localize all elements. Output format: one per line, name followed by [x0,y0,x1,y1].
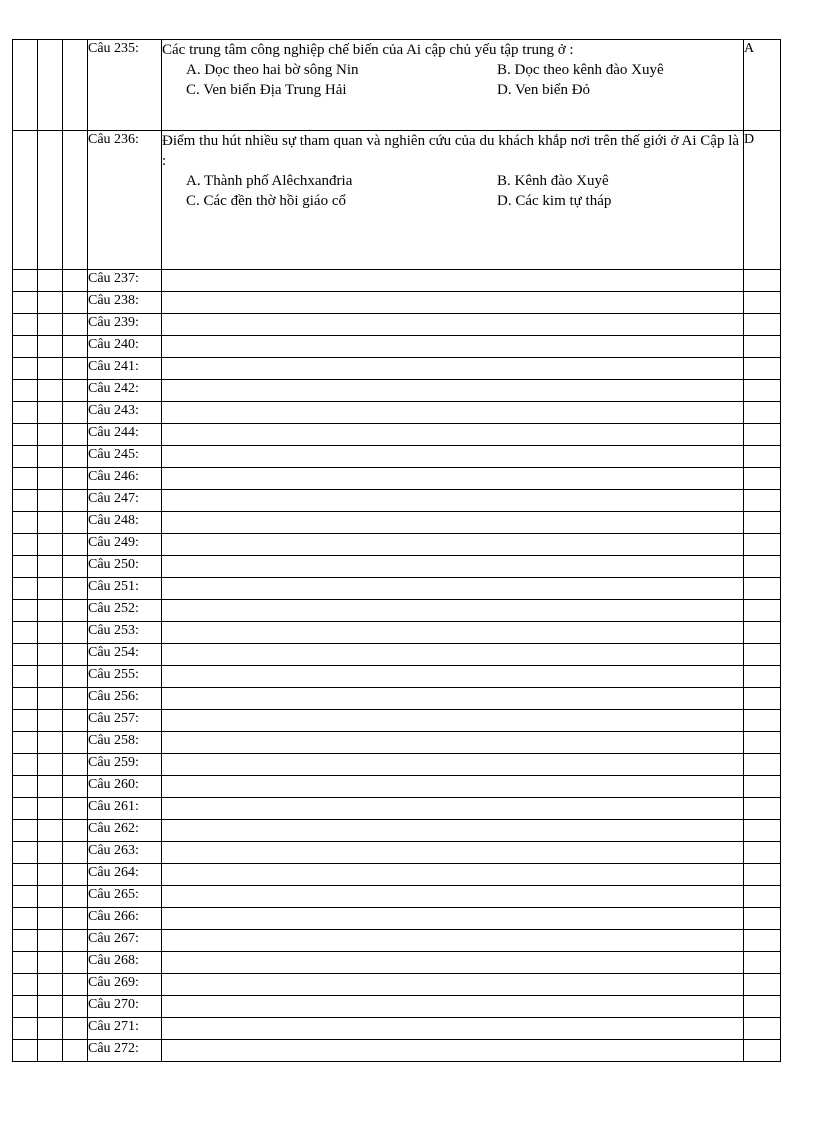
blank-cell [38,908,63,930]
question-number: Câu 250: [88,556,162,578]
answer-cell [744,534,781,556]
question-number: Câu 248: [88,512,162,534]
blank-cell [13,666,38,688]
answer-cell [744,1018,781,1040]
question-text: Điểm thu hút nhiều sự tham quan và nghiên cứu của du khách khắp nơi trên thế giới ở Ai Cập là : [162,133,740,169]
blank-cell [63,754,88,776]
question-number: Câu 264: [88,864,162,886]
answer-cell [744,446,781,468]
question-content [162,710,744,732]
blank-cell [63,622,88,644]
table-row [13,974,781,996]
table-row [13,534,781,556]
answer-cell [744,468,781,490]
blank-cell [63,732,88,754]
table-row [13,512,781,534]
table-row [13,996,781,1018]
answer-cell [744,842,781,864]
blank-cell [63,1018,88,1040]
answer-cell [744,424,781,446]
answer-cell [744,710,781,732]
blank-cell [38,952,63,974]
table-row [13,402,781,424]
question-content [162,314,744,336]
blank-cell [38,996,63,1018]
question-number: Câu 258: [88,732,162,754]
blank-cell [63,996,88,1018]
table-row [13,314,781,336]
answer-cell [744,556,781,578]
question-number: Câu 255: [88,666,162,688]
question-number: Câu 268: [88,952,162,974]
option-b: B. Dọc theo kênh đào Xuyê [497,62,664,78]
table-row [13,446,781,468]
question-number: Câu 259: [88,754,162,776]
answer-cell [744,578,781,600]
question-table [12,39,781,1062]
blank-cell [63,424,88,446]
question-number: Câu 239: [88,314,162,336]
blank-cell [63,270,88,292]
blank-cell [63,820,88,842]
blank-cell [63,908,88,930]
table-row [13,908,781,930]
table-row [13,644,781,666]
answer-cell [744,754,781,776]
question-content [162,864,744,886]
question-number: Câu 245: [88,446,162,468]
question-number: Câu 244: [88,424,162,446]
question-content [162,732,744,754]
answer-cell [744,358,781,380]
answer-cell [744,622,781,644]
question-number: Câu 247: [88,490,162,512]
answer-cell [744,314,781,336]
blank-cell [63,930,88,952]
question-content [162,644,744,666]
blank-cell [63,842,88,864]
question-number: Câu 253: [88,622,162,644]
question-number: Câu 269: [88,974,162,996]
blank-cell [63,644,88,666]
table-row [13,600,781,622]
blank-cell [63,952,88,974]
blank-cell [13,468,38,490]
blank-cell [38,336,63,358]
question-number: Câu 265: [88,886,162,908]
question-number: Câu 267: [88,930,162,952]
answer-cell [744,996,781,1018]
table-row [13,754,781,776]
question-content [162,886,744,908]
table-row [13,666,781,688]
blank-cell [13,534,38,556]
blank-cell [38,446,63,468]
question-content [162,270,744,292]
answer-cell [744,600,781,622]
blank-cell [13,952,38,974]
question-content [162,534,744,556]
question-number: Câu 266: [88,908,162,930]
question-number: Câu 257: [88,710,162,732]
blank-cell [63,666,88,688]
question-content [162,974,744,996]
question-content [162,666,744,688]
question-content [162,556,744,578]
blank-cell [63,600,88,622]
option-c: C. Ven biển Địa Trung Hải [186,82,347,98]
blank-cell [13,490,38,512]
blank-cell [13,358,38,380]
table-row [13,292,781,314]
blank-cell [63,446,88,468]
answer-cell [744,952,781,974]
options [162,171,743,211]
blank-cell [38,842,63,864]
table-row [13,842,781,864]
blank-cell [13,578,38,600]
blank-cell [38,270,63,292]
answer-cell: A [744,40,781,131]
blank-cell [13,930,38,952]
blank-cell [63,512,88,534]
option-a: A. Dọc theo hai bờ sông Nin [186,62,359,78]
question-content [162,908,744,930]
blank-cell [63,578,88,600]
option-d: D. Ven biển Đỏ [497,82,591,98]
question-number: Câu 236: [88,131,162,270]
blank-cell [13,754,38,776]
table-row [13,424,781,446]
blank-cell [38,402,63,424]
answer-cell [744,688,781,710]
question-content [162,402,744,424]
blank-cell [63,556,88,578]
blank-cell [38,820,63,842]
blank-cell [13,820,38,842]
question-number: Câu 260: [88,776,162,798]
table-row [13,732,781,754]
blank-cell [38,886,63,908]
answer-cell [744,974,781,996]
answer-cell [744,1040,781,1062]
question-number: Câu 270: [88,996,162,1018]
answer-cell [744,798,781,820]
question-text: Các trung tâm công nghiệp chế biến của Ai cập chủ yếu tập trung ở : [162,42,574,58]
blank-cell [38,798,63,820]
table-row [13,930,781,952]
blank-cell [63,1040,88,1062]
answer-cell [744,644,781,666]
blank-cell [38,754,63,776]
blank-cell [38,490,63,512]
blank-cell [13,798,38,820]
question-number: Câu 262: [88,820,162,842]
table-row [13,688,781,710]
question-content [162,512,744,534]
question-number: Câu 242: [88,380,162,402]
blank-cell [63,336,88,358]
question-content [162,292,744,314]
blank-cell [13,314,38,336]
blank-cell [13,908,38,930]
blank-cell [13,864,38,886]
question-content [162,1040,744,1062]
blank-cell [63,886,88,908]
blank-cell [13,336,38,358]
blank-cell [38,710,63,732]
table-row [13,380,781,402]
blank-cell [13,974,38,996]
blank-cell [38,622,63,644]
question-content [162,688,744,710]
blank-cell [13,996,38,1018]
table-row [13,1040,781,1062]
blank-cell [38,512,63,534]
blank-cell [38,864,63,886]
blank-cell [63,468,88,490]
table-row [13,468,781,490]
table-row [13,820,781,842]
table-row [13,776,781,798]
blank-cell [13,270,38,292]
blank-cell [63,710,88,732]
blank-cell [38,556,63,578]
answer-cell [744,886,781,908]
answer-cell [744,908,781,930]
blank-cell [63,402,88,424]
blank-cell [63,776,88,798]
table-row [13,952,781,974]
answer-cell [744,666,781,688]
blank-cell [38,1040,63,1062]
blank-cell [13,1040,38,1062]
question-number: Câu 251: [88,578,162,600]
question-number: Câu 241: [88,358,162,380]
blank-cell [63,490,88,512]
answer-cell [744,820,781,842]
question-content [162,380,744,402]
option-c: C. Các đền thờ hồi giáo cổ [186,193,346,209]
question-content [162,930,744,952]
answer-cell [744,930,781,952]
blank-cell [38,974,63,996]
blank-cell [38,380,63,402]
blank-cell [38,1018,63,1040]
answer-cell [744,402,781,424]
table-row [13,798,781,820]
blank-cell [63,40,88,131]
question-number: Câu 256: [88,688,162,710]
option-b: B. Kênh đào Xuyê [497,173,609,189]
blank-cell [13,842,38,864]
table-row [13,710,781,732]
question-number: Câu 272: [88,1040,162,1062]
question-content [162,424,744,446]
table-row [13,578,781,600]
answer-cell [744,270,781,292]
blank-cell [63,798,88,820]
blank-cell [13,292,38,314]
question-number: Câu 252: [88,600,162,622]
question-number: Câu 243: [88,402,162,424]
blank-cell [38,600,63,622]
blank-cell [13,776,38,798]
answer-cell [744,776,781,798]
question-number: Câu 246: [88,468,162,490]
question-content [162,996,744,1018]
blank-cell [38,534,63,556]
question-content [162,446,744,468]
question-number: Câu 249: [88,534,162,556]
question-content [162,578,744,600]
table-row [13,336,781,358]
question-content [162,490,744,512]
question-content [162,336,744,358]
blank-cell [38,468,63,490]
blank-cell [38,666,63,688]
blank-cell [38,292,63,314]
blank-cell [63,358,88,380]
answer-cell [744,732,781,754]
question-content [162,600,744,622]
blank-cell [13,402,38,424]
blank-cell [38,358,63,380]
options [162,60,743,100]
blank-cell [63,314,88,336]
blank-cell [38,644,63,666]
question-content [162,754,744,776]
blank-cell [63,534,88,556]
blank-cell [63,864,88,886]
blank-cell [13,512,38,534]
question-number: Câu 238: [88,292,162,314]
question-content [162,842,744,864]
answer-cell [744,292,781,314]
table-row [13,886,781,908]
blank-cell [38,424,63,446]
question-content [162,1018,744,1040]
question-number: Câu 237: [88,270,162,292]
blank-cell [63,974,88,996]
question-content [162,622,744,644]
question-content [162,131,744,270]
question-content [162,798,744,820]
question-number: Câu 235: [88,40,162,131]
answer-cell: D [744,131,781,270]
question-content [162,952,744,974]
table-row [13,556,781,578]
blank-cell [13,710,38,732]
blank-cell [13,446,38,468]
blank-cell [13,40,38,131]
question-content [162,468,744,490]
blank-cell [63,380,88,402]
table-row [13,864,781,886]
blank-cell [13,688,38,710]
table-row [13,358,781,380]
blank-cell [13,644,38,666]
question-content [162,40,744,131]
option-d: D. Các kim tự tháp [497,193,612,209]
blank-cell [63,688,88,710]
blank-cell [13,886,38,908]
answer-cell [744,512,781,534]
blank-cell [63,131,88,270]
question-row [13,40,781,131]
blank-cell [13,600,38,622]
answer-cell [744,336,781,358]
question-content [162,358,744,380]
table-row [13,270,781,292]
blank-cell [13,380,38,402]
answer-cell [744,380,781,402]
table-row [13,622,781,644]
table-row [13,1018,781,1040]
table-row [13,490,781,512]
blank-cell [38,930,63,952]
question-row [13,131,781,270]
question-content [162,776,744,798]
blank-cell [38,732,63,754]
question-number: Câu 240: [88,336,162,358]
blank-cell [63,292,88,314]
blank-cell [38,314,63,336]
question-number: Câu 263: [88,842,162,864]
blank-cell [13,424,38,446]
blank-cell [13,131,38,270]
answer-cell [744,864,781,886]
answer-cell [744,490,781,512]
question-number: Câu 254: [88,644,162,666]
blank-cell [38,688,63,710]
blank-cell [38,776,63,798]
question-number: Câu 271: [88,1018,162,1040]
blank-cell [13,556,38,578]
blank-cell [13,1018,38,1040]
blank-cell [38,40,63,131]
question-content [162,820,744,842]
option-a: A. Thành phố Alêchxanđria [186,173,353,189]
blank-cell [13,622,38,644]
question-number: Câu 261: [88,798,162,820]
blank-cell [13,732,38,754]
blank-cell [38,578,63,600]
blank-cell [38,131,63,270]
